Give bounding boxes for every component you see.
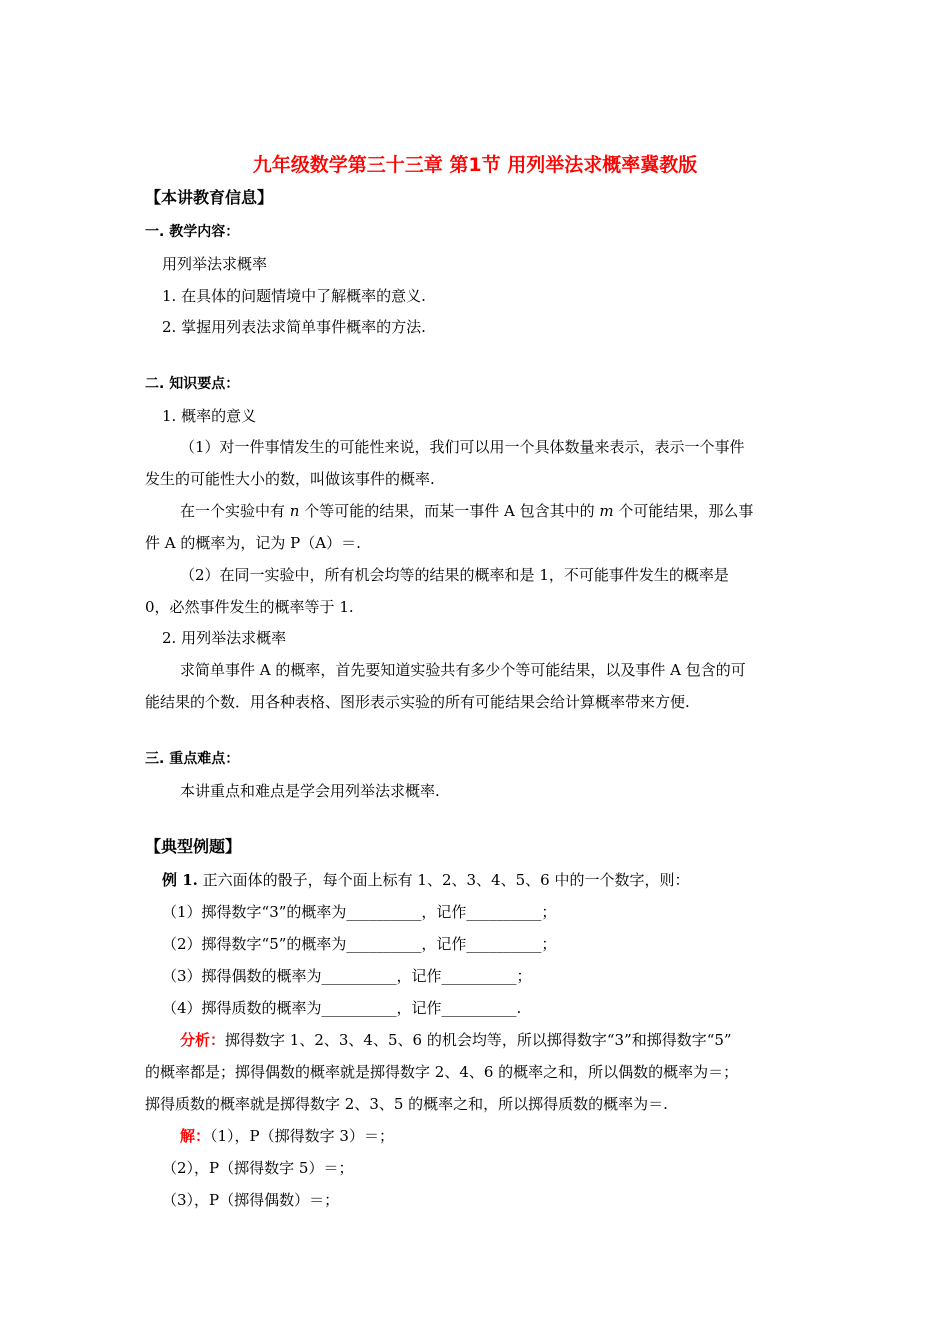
section-2-point-1a-line-1: （1）对一件事情发生的可能性来说，我们可以用一个具体数量来表示，表示一个事件 — [180, 438, 745, 456]
section-2-point-2-line-1: 求简单事件 A 的概率，首先要知道实验共有多少个等可能结果，以及事件 A 包含的可 — [180, 661, 746, 679]
section-2-point-1-title: 1. 概率的意义 — [162, 407, 257, 425]
example-1-analysis-line-2: 的概率都是；掷得偶数的概率就是掷得数字 2、4、6 的概率之和，所以偶数的概率为＝； — [145, 1063, 739, 1081]
section-3-title: 三. 重点难点： — [145, 751, 240, 767]
example-1-question-1: （1）掷得数字“3”的概率为__________，记作__________； — [162, 903, 557, 921]
section-1-line-2: 2. 掌握用列表法求简单事件概率的方法. — [162, 318, 426, 336]
solution-text: （1），P（掷得数字 3）＝； — [210, 1127, 394, 1145]
text-run: 个等可能的结果，而某一事件 A 包含其中的 — [299, 502, 600, 520]
section-2-point-1a-line-2: 发生的可能性大小的数，叫做该事件的概率. — [145, 470, 435, 488]
solution-label: 解： — [180, 1127, 211, 1145]
section-1-title: 一. 教学内容： — [145, 224, 240, 240]
section-2-point-2-line-2: 能结果的个数．用各种表格、图形表示实验的所有可能结果会给计算概率带来方便. — [145, 693, 690, 711]
section-1-line-1: 1. 在具体的问题情境中了解概率的意义. — [162, 287, 426, 305]
section-2-point-1b-line-1 — [180, 501, 753, 521]
example-1-question-3: （3）掷得偶数的概率为__________，记作__________； — [162, 967, 532, 985]
section-2-title: 二. 知识要点： — [145, 376, 240, 392]
heading-typical-examples: 【典型例题】 — [145, 837, 242, 856]
example-1-stem — [162, 870, 689, 890]
example-stem-text: 正六面体的骰子，每个面上标有 1、2、3、4、5、6 中的一个数字，则： — [197, 871, 690, 889]
section-2-point-1c-line-1: （2）在同一实验中，所有机会均等的结果的概率和是 1，不可能事件发生的概率是 — [180, 566, 729, 584]
example-1-analysis-line-1 — [180, 1030, 732, 1050]
section-2-point-1b-line-2: 件 A 的概率为，记为 P（A）＝. — [145, 534, 361, 552]
example-1-analysis-line-3: 掷得质数的概率就是掷得数字 2、3、5 的概率之和，所以掷得质数的概率为＝. — [145, 1095, 668, 1113]
variable-n: n — [289, 502, 300, 520]
example-1-question-2: （2）掷得数字“5”的概率为__________，记作__________； — [162, 935, 557, 953]
example-label: 例 1. — [162, 871, 198, 889]
section-2-point-2-title: 2. 用列举法求概率 — [162, 629, 287, 647]
analysis-label: 分析： — [180, 1031, 226, 1049]
text-run: 在一个实验中有 — [180, 502, 290, 520]
document-title: 九年级数学第三十三章 第1节 用列举法求概率冀教版 — [252, 154, 698, 176]
example-1-question-4: （4）掷得质数的概率为__________，记作__________. — [162, 999, 522, 1017]
variable-m: m — [599, 502, 614, 520]
example-1-solution-line-2: （2），P（掷得数字 5）＝； — [162, 1159, 354, 1177]
example-1-solution-line-3: （3），P（掷得偶数）＝； — [162, 1191, 340, 1209]
analysis-text: 掷得数字 1、2、3、4、5、6 的机会均等，所以掷得数字“3”和掷得数字“5” — [225, 1031, 732, 1049]
text-run: 个可能结果，那么事 — [613, 502, 754, 520]
heading-education-info: 【本讲教育信息】 — [145, 188, 274, 207]
example-1-solution-line-1 — [180, 1126, 394, 1146]
section-1-line-0: 用列举法求概率 — [162, 255, 268, 273]
section-2-point-1c-line-2: 0，必然事件发生的概率等于 1. — [145, 598, 354, 616]
section-3-line-1: 本讲重点和难点是学会用列举法求概率. — [180, 782, 440, 800]
